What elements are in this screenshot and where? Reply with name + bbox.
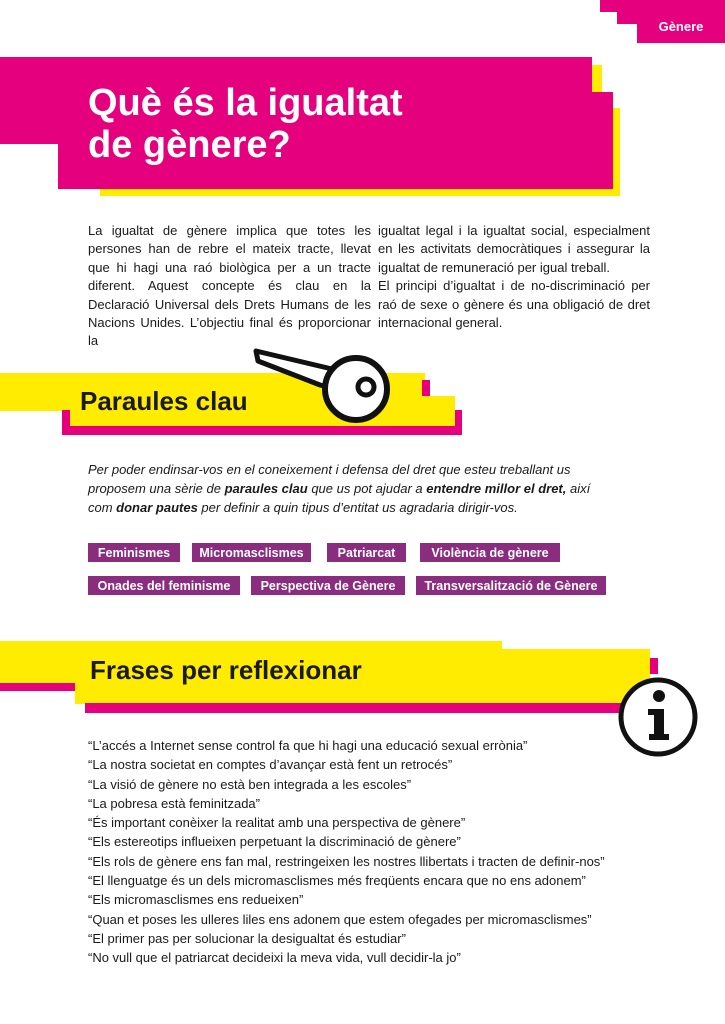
intro-paragraph: El principi d’igualtat i de no-discriminació per raó de sexe o gènere és una obligació de dret internacional general.	[378, 278, 650, 331]
quotes-list	[88, 736, 648, 968]
lead-text: que us pot ajudar a	[307, 481, 427, 496]
keyword-tag[interactable]: Transversalització de Gènere	[416, 576, 606, 595]
intro-column-left	[88, 222, 371, 351]
keyword-tag[interactable]: Violència de gènere	[420, 543, 560, 562]
phrases-pink-band	[85, 703, 645, 713]
quote-item: “Quan et poses les ulleres liles ens adonem que estem ofegades per micromasclismes”	[88, 911, 592, 927]
quote-item: “Els micromasclismes ens redueixen”	[88, 892, 304, 908]
quote-item: “La visió de gènere no està ben integrada a les escoles”	[88, 776, 412, 792]
key-icon	[250, 345, 395, 427]
keyword-tag[interactable]: Onades del feminisme	[88, 576, 240, 595]
quote-item: “La pobresa està feminitzada”	[88, 795, 260, 811]
quote-item: “L’accés a Internet sense control fa que hi hagi una educació sexual errònia”	[88, 738, 528, 753]
page-title	[88, 82, 568, 166]
keywords-pink-accent	[422, 380, 430, 396]
keyword-tag[interactable]: Micromasclismes	[192, 543, 311, 562]
section-tab: Gènere	[637, 10, 725, 43]
keywords-intro-text	[88, 460, 608, 517]
keyword-tag[interactable]: Feminismes	[88, 543, 180, 562]
quote-item: “El llenguatge és un dels micromasclismes més freqüents encara que no ens adonem”	[88, 873, 586, 889]
lead-text: per definir a quin tipus d’entitat us agradaria dirigir-vos.	[197, 500, 518, 515]
phrases-pink-band	[0, 683, 75, 691]
hero-pink-block	[0, 92, 58, 144]
quote-item: “No vull que el patriarcat decideixi la meva vida, vull decidir-la jo”	[88, 950, 461, 966]
intro-column-right	[378, 222, 650, 332]
lead-bold: entendre millor el dret,	[426, 481, 567, 496]
keyword-tag[interactable]: Perspectiva de Gènere	[251, 576, 405, 595]
intro-paragraph: La igualtat de gènere implica que totes les persones han de rebre el mateix tracte, llevat que hi hagi una raó biològica per a un tracte diferent. Aquest concepte és clau en la Declaració Universal dels Drets Humans de les Nacions Unides. L’objectiu final és proporcionar la	[88, 223, 371, 349]
keywords-heading: Paraules clau	[80, 386, 248, 416]
page-title-line1: Què és la igualtat	[88, 82, 403, 124]
quote-item: “Els estereotips influeixen perpetuant la discriminació de gènere”	[88, 834, 461, 850]
phrases-pink-accent	[650, 658, 658, 674]
quote-item: “El primer pas per solucionar la desigualtat és estudiar”	[88, 930, 406, 946]
quote-item: “Els rols de gènere ens fan mal, restringeixen les nostres llibertats i tracten de definir-nos”	[88, 853, 605, 869]
quote-item: “La nostra societat en comptes d’avançar està fent un retrocés”	[88, 757, 453, 773]
page-title-line2: de gènere?	[88, 124, 291, 166]
keyword-tag[interactable]: Patriarcat	[327, 543, 406, 562]
lead-bold: donar pautes	[116, 500, 198, 515]
quote-item: “És important conèixer la realitat amb una perspectiva de gènere”	[88, 815, 466, 831]
lead-text: Per poder endinsar-vos en el coneixement i defensa del dret que esteu treballant us proposem una sèrie de	[88, 462, 571, 496]
intro-paragraph: igualtat legal i la igualtat social, especialment en les activitats democràtiques i assegurar la igualtat de remuneració per igual treball.	[378, 223, 650, 275]
phrases-heading: Frases per reflexionar	[90, 655, 362, 685]
lead-bold: paraules clau	[224, 481, 308, 496]
tab-decoration	[617, 12, 637, 24]
lead-text: així com	[88, 481, 591, 515]
